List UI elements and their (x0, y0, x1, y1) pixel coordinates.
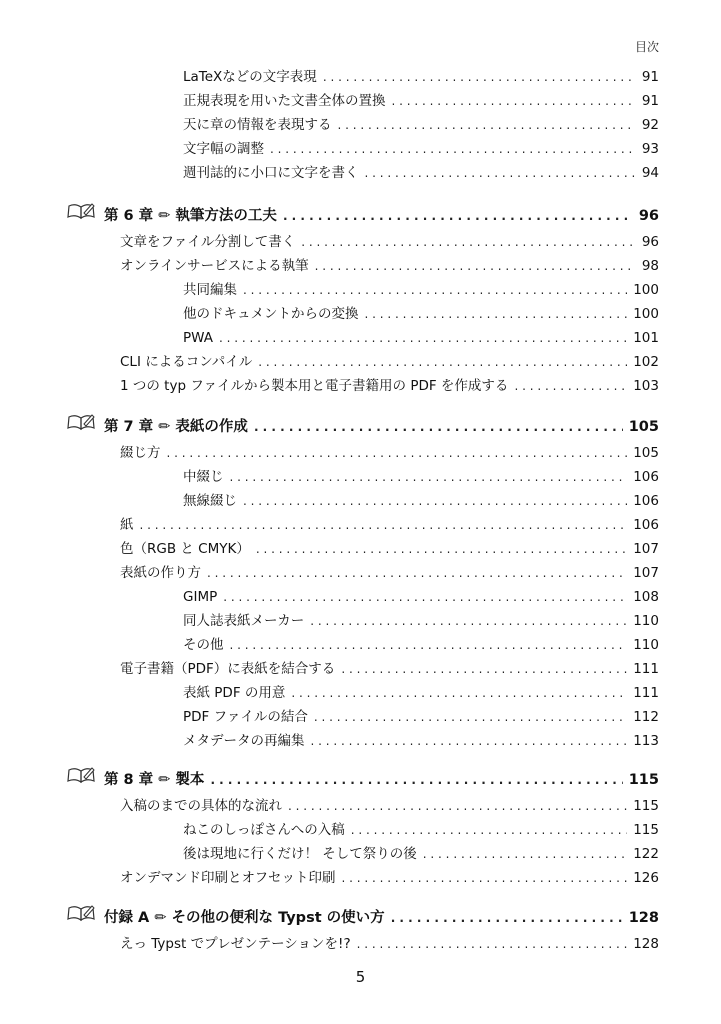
dot-leader (230, 634, 628, 656)
toc-entry[interactable] (183, 634, 659, 656)
toc-entry-title: 週刊誌的に小口に文字を書く (183, 165, 359, 181)
dot-leader (310, 610, 627, 632)
toc-entry-page: 103 (633, 378, 659, 394)
toc-entry-page: 128 (628, 910, 659, 926)
dot-leader (207, 562, 627, 584)
dot-leader (167, 442, 628, 464)
toc-entry-page: 106 (633, 493, 659, 509)
toc-entry-page: 91 (641, 69, 659, 85)
dot-leader (301, 231, 636, 253)
dot-leader (291, 682, 627, 704)
dot-leader (210, 769, 622, 791)
toc-entry[interactable] (183, 843, 659, 865)
toc-entry-title: 第 7 章 ✏ 表紙の作成 (104, 419, 248, 435)
toc-entry-page: 106 (633, 517, 659, 533)
toc-entry-page: 107 (633, 541, 659, 557)
toc-chapter-entry[interactable] (66, 766, 659, 788)
toc-entry-title: 正規表現を用いた文書全体の置換 (183, 93, 386, 109)
toc-entry[interactable] (120, 538, 659, 560)
dot-leader (338, 114, 636, 136)
toc-entry-page: 110 (633, 637, 659, 653)
toc-entry[interactable] (183, 706, 659, 728)
dot-leader (514, 375, 627, 397)
toc-entry-title: LaTeXなどの文字表現 (183, 69, 317, 85)
toc-entry-title: 中綴じ (183, 469, 224, 485)
toc-entry-title: 付録 A ✏ その他の便利な Typst の使い方 (104, 910, 385, 926)
toc-entry-page: 105 (633, 445, 659, 461)
toc-entry-page: 128 (633, 936, 659, 952)
toc-entry-page: 112 (633, 709, 659, 725)
toc-entry-title: 電子書籍（PDF）に表紙を結合する (120, 661, 336, 677)
dot-leader (351, 819, 627, 841)
toc-entry[interactable] (183, 490, 659, 512)
toc-entry[interactable] (183, 466, 659, 488)
toc-entry-title: PDF ファイルの結合 (183, 709, 308, 725)
toc-entry[interactable] (183, 162, 659, 184)
toc-entry[interactable] (183, 303, 659, 325)
dot-leader (311, 730, 628, 752)
toc-entry-page: 92 (641, 117, 659, 133)
toc-entry[interactable] (120, 658, 659, 680)
toc-entry[interactable] (183, 610, 659, 632)
toc-entry-page: 108 (633, 589, 659, 605)
toc-entry-title: 表紙の作り方 (120, 565, 201, 581)
toc-entry-title: 他のドキュメントからの変換 (183, 306, 359, 322)
toc-entry-title: 共同編集 (183, 282, 237, 298)
toc-entry-title: CLI によるコンパイル (120, 354, 253, 370)
toc-entry[interactable] (183, 66, 659, 88)
toc-entry[interactable] (183, 682, 659, 704)
dot-leader (243, 490, 627, 512)
toc-entry-page: 98 (641, 258, 659, 274)
book-pen-icon (66, 766, 96, 784)
toc-entry-title: えっ Typst でプレゼンテーションを!? (120, 936, 351, 952)
dot-leader (270, 138, 636, 160)
dot-leader (223, 586, 627, 608)
dot-leader (365, 303, 628, 325)
dot-leader (365, 162, 636, 184)
toc-entry-page: 107 (633, 565, 659, 581)
dot-leader (391, 907, 623, 929)
toc-entry-title: PWA (183, 330, 213, 346)
toc-entry[interactable] (120, 255, 659, 277)
toc-entry-title: オンラインサービスによる執筆 (120, 258, 309, 274)
toc-entry-page: 91 (641, 93, 659, 109)
book-pen-icon (66, 202, 96, 220)
running-head: 目次 (634, 40, 659, 54)
toc-entry-page: 105 (628, 419, 659, 435)
toc-entry-page: 101 (633, 330, 659, 346)
toc-entry[interactable] (120, 562, 659, 584)
toc-entry-page: 115 (628, 772, 659, 788)
dot-leader (254, 416, 623, 438)
toc-entry[interactable] (120, 514, 659, 536)
toc-entry[interactable] (183, 114, 659, 136)
toc-entry-title: 入稿のまでの具体的な流れ (120, 798, 282, 814)
dot-leader (323, 66, 636, 88)
toc-entry-title: オンデマンド印刷とオフセット印刷 (120, 870, 336, 886)
toc-entry-page: 126 (633, 870, 659, 886)
toc-entry-page: 96 (638, 208, 659, 224)
toc-entry[interactable] (183, 90, 659, 112)
dot-leader (288, 795, 627, 817)
toc-entry-page: 111 (633, 685, 659, 701)
toc-entry-page: 111 (633, 661, 659, 677)
dot-leader (357, 933, 628, 955)
toc-entry-page: 115 (633, 822, 659, 838)
toc-chapter-entry[interactable] (66, 904, 659, 926)
toc-entry[interactable] (120, 442, 659, 464)
toc-entry-page: 113 (633, 733, 659, 749)
toc-entry[interactable] (183, 327, 659, 349)
toc-entry[interactable] (183, 138, 659, 160)
toc-entry-page: 102 (633, 354, 659, 370)
toc-entry[interactable] (120, 867, 659, 889)
toc-entry[interactable] (183, 279, 659, 301)
dot-leader (230, 466, 628, 488)
toc-entry[interactable] (120, 351, 659, 373)
toc-entry-title: 表紙 PDF の用意 (183, 685, 286, 701)
toc-entry[interactable] (120, 231, 659, 253)
toc-entry[interactable] (120, 375, 659, 397)
toc-chapter-entry[interactable] (66, 202, 659, 224)
toc-entry-page: 115 (633, 798, 659, 814)
toc-entry-title: メタデータの再編集 (183, 733, 305, 749)
toc-entry-page: 96 (641, 234, 659, 250)
dot-leader (341, 658, 627, 680)
toc-entry-title: 文字幅の調整 (183, 141, 264, 157)
dot-leader (423, 843, 627, 865)
toc-entry-title: その他 (183, 637, 224, 653)
toc-entry-page: 100 (633, 306, 659, 322)
toc-entry-page: 94 (641, 165, 659, 181)
toc-entry-title: 綴じ方 (120, 445, 161, 461)
dot-leader (283, 205, 633, 227)
toc-entry-title: 天に章の情報を表現する (183, 117, 332, 133)
toc-entry-title: 同人誌表紙メーカー (183, 613, 305, 629)
toc-entry-title: 第 8 章 ✏ 製本 (104, 772, 205, 788)
toc-entry-title: 後は現地に行くだけ！ そして祭りの後 (183, 846, 417, 862)
toc-entry-page: 110 (633, 613, 659, 629)
dot-leader (243, 279, 627, 301)
toc-entry-title: 1 つの typ ファイルから製本用と電子書籍用の PDF を作成する (120, 378, 509, 394)
toc-entry-page: 100 (633, 282, 659, 298)
dot-leader (314, 706, 627, 728)
dot-leader (341, 867, 627, 889)
toc-entry[interactable] (183, 819, 659, 841)
toc-chapter-entry[interactable] (66, 413, 659, 435)
toc-entry-page: 106 (633, 469, 659, 485)
toc-entry[interactable] (183, 586, 659, 608)
toc-entry-title: 文章をファイル分割して書く (120, 234, 296, 250)
toc-entry-title: 色（RGB と CMYK） (120, 541, 250, 557)
toc-entry[interactable] (183, 730, 659, 752)
book-pen-icon (66, 904, 96, 922)
toc-entry-page: 93 (641, 141, 659, 157)
toc-entry-title: ねこのしっぽさんへの入稿 (183, 822, 345, 838)
dot-leader (315, 255, 636, 277)
toc-entry[interactable] (120, 933, 659, 955)
toc-entry-title: GIMP (183, 589, 218, 605)
toc-entry-title: 第 6 章 ✏ 執筆方法の工夫 (104, 208, 277, 224)
dot-leader (258, 351, 627, 373)
page-number: 5 (355, 968, 366, 986)
toc-entry-page: 122 (633, 846, 659, 862)
dot-leader (219, 327, 627, 349)
toc-entry-title: 無線綴じ (183, 493, 237, 509)
book-pen-icon (66, 413, 96, 431)
dot-leader (392, 90, 636, 112)
dot-leader (140, 514, 628, 536)
toc-entry[interactable] (120, 795, 659, 817)
toc-entry-title: 紙 (120, 517, 134, 533)
dot-leader (256, 538, 627, 560)
